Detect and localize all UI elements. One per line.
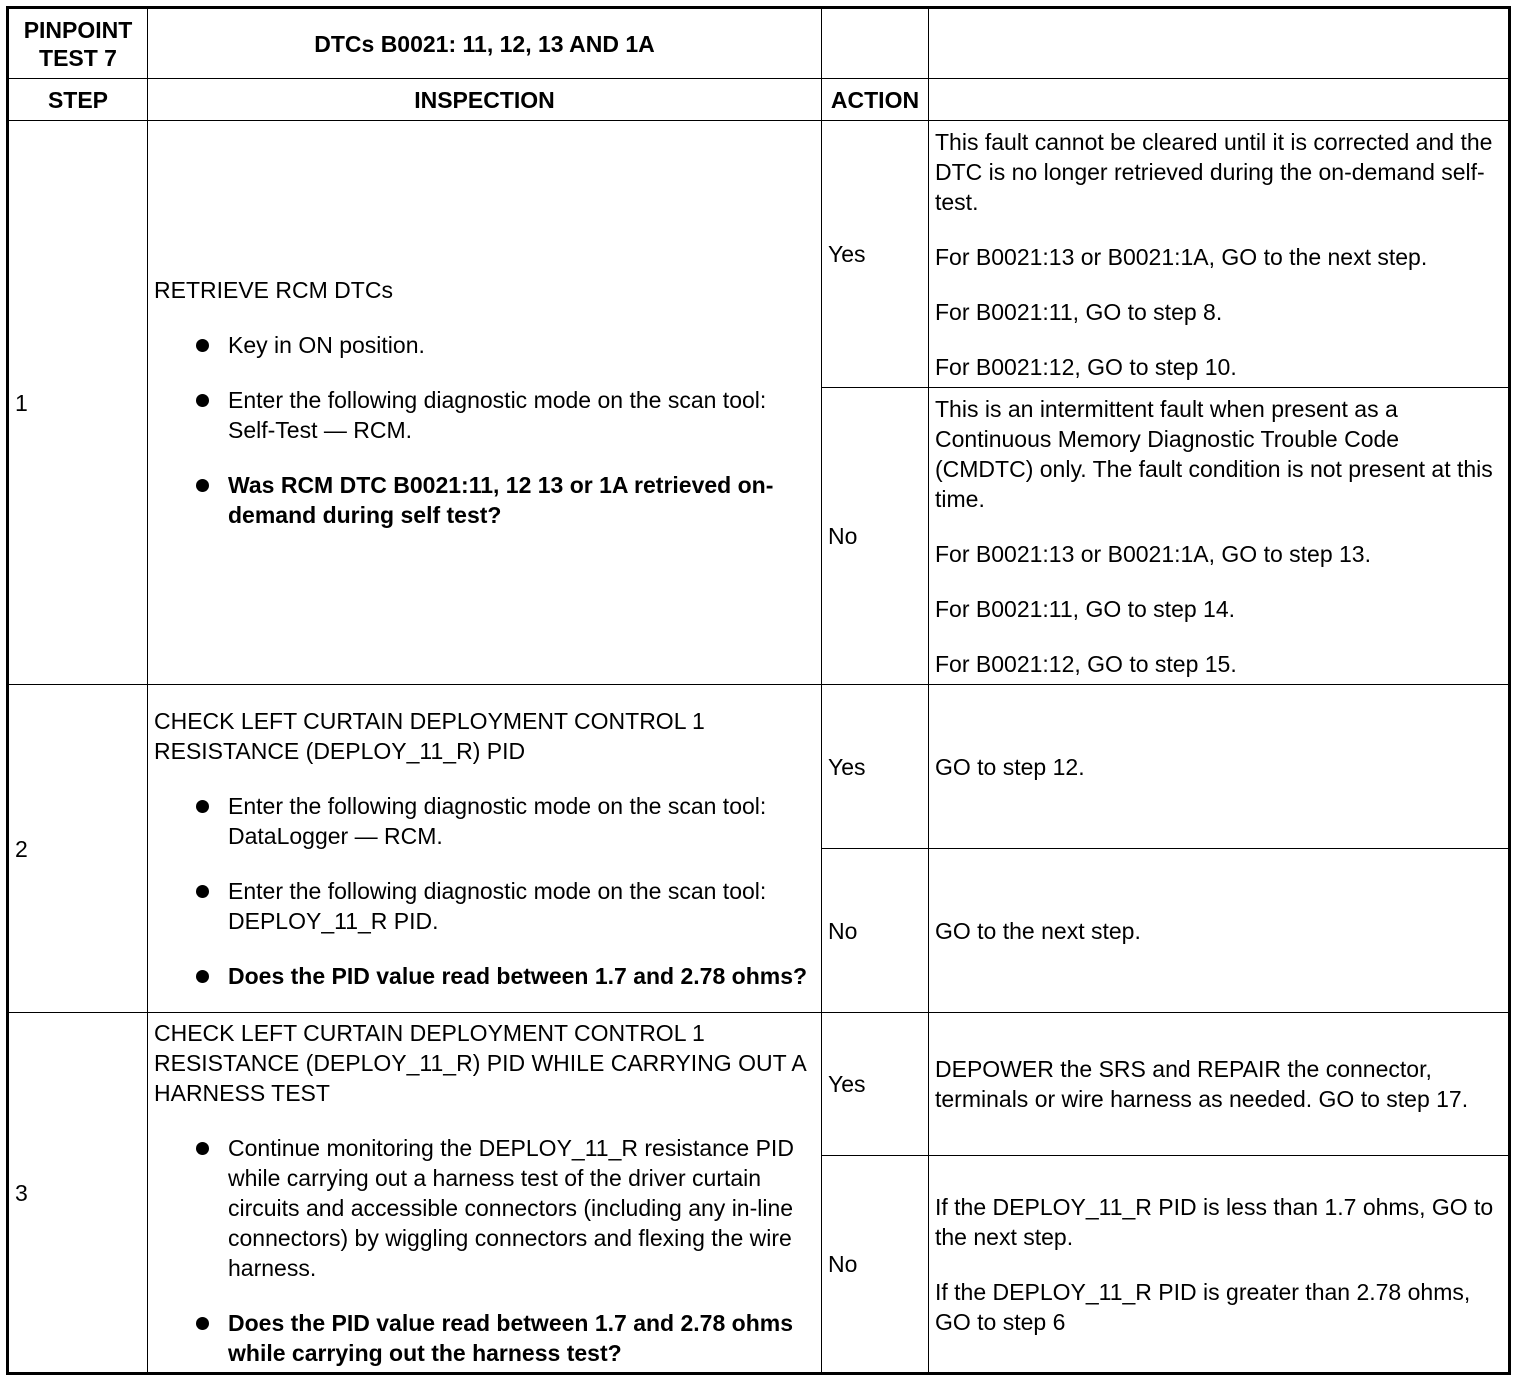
step-1-no-text-4: For B0021:12, GO to step 15.	[935, 650, 1237, 677]
pinpoint-line2: TEST 7	[39, 44, 117, 71]
step-2-no-label: No	[822, 849, 929, 1013]
step-1-yes-text-2: For B0021:13 or B0021:1A, GO to the next step.	[935, 243, 1428, 270]
step-1-bullets	[154, 330, 815, 530]
step-1-yes-label: Yes	[822, 121, 929, 388]
step-1-number: 1	[8, 121, 148, 685]
step-2-yes-result	[929, 685, 1510, 849]
step-3-no-text-1: If the DEPLOY_11_R PID is less than 1.7 ohms, GO to the next step.	[935, 1193, 1494, 1250]
col-inspection-header: INSPECTION	[148, 79, 822, 121]
step-2-title: CHECK LEFT CURTAIN DEPLOYMENT CONTROL 1 RESISTANCE (DEPLOY_11_R) PID	[154, 708, 705, 764]
pinpoint-line1: PINPOINT	[23, 16, 133, 43]
step-2-yes-row	[8, 685, 1510, 849]
step-1-yes-row	[8, 121, 1510, 388]
step-3-question: Does the PID value read between 1.7 and 2.78 ohms while carrying out the harness test?	[194, 1308, 815, 1368]
step-3-no-result	[929, 1156, 1510, 1374]
step-1-no-text-1: This is an intermittent fault when present as a Continuous Memory Diagnostic Trouble Code (CMDTC) only. The fault condition is not present at this time.	[935, 395, 1493, 512]
step-3-yes-result	[929, 1013, 1510, 1156]
step-1-no-text-2: For B0021:13 or B0021:1A, GO to step 13.	[935, 540, 1371, 567]
step-1-title: RETRIEVE RCM DTCs	[154, 277, 393, 303]
step-3-inspection	[148, 1013, 822, 1374]
step-1-yes-result	[929, 121, 1510, 388]
step-2-yes-label: Yes	[822, 685, 929, 849]
title-row-empty-action	[822, 8, 929, 79]
pinpoint-test-table	[6, 6, 1511, 1375]
pinpoint-label	[8, 8, 148, 79]
step-1-yes-text-3: For B0021:11, GO to step 8.	[935, 298, 1223, 325]
column-header-row	[8, 79, 1510, 121]
step-2-question: Does the PID value read between 1.7 and 2.78 ohms?	[194, 961, 815, 991]
step-3-bullets	[154, 1133, 815, 1368]
test-title: DTCs B0021: 11, 12, 13 AND 1A	[148, 8, 822, 79]
step-1-yes-text-4: For B0021:12, GO to step 10.	[935, 353, 1237, 380]
step-1-bullet-2: Enter the following diagnostic mode on the scan tool: Self-Test — RCM.	[194, 385, 815, 445]
step-3-yes-text-1: DEPOWER the SRS and REPAIR the connector, terminals or wire harness as needed. GO to step 17.	[935, 1056, 1469, 1112]
title-row-empty-result	[929, 8, 1510, 79]
step-2-number: 2	[8, 685, 148, 1013]
col-action-header: ACTION	[822, 79, 929, 121]
step-2-yes-text-1: GO to step 12.	[935, 753, 1085, 780]
step-1-no-text-3: For B0021:11, GO to step 14.	[935, 595, 1236, 622]
step-3-no-text-2: If the DEPLOY_11_R PID is greater than 2.78 ohms, GO to step 6	[935, 1278, 1471, 1335]
step-2-bullets	[154, 791, 815, 991]
step-3-title: CHECK LEFT CURTAIN DEPLOYMENT CONTROL 1 RESISTANCE (DEPLOY_11_R) PID WHILE CARRYING OUT A HARNESS TEST	[154, 1019, 806, 1106]
col-result-header-empty	[929, 79, 1510, 121]
step-3-yes-label: Yes	[822, 1013, 929, 1156]
step-2-bullet-2: Enter the following diagnostic mode on the scan tool: DEPLOY_11_R PID.	[194, 876, 815, 936]
step-3-yes-row	[8, 1013, 1510, 1156]
step-2-no-result	[929, 849, 1510, 1013]
col-step-header: STEP	[8, 79, 148, 121]
title-row	[8, 8, 1510, 79]
step-3-no-label: No	[822, 1156, 929, 1374]
step-1-bullet-1: Key in ON position.	[194, 330, 815, 360]
step-1-no-label: No	[822, 388, 929, 685]
step-3-bullet-1: Continue monitoring the DEPLOY_11_R resistance PID while carrying out a harness test of the driver curtain circuits and accessible connectors (including any in-line connectors) by wiggling connectors and flexing the wire harness.	[194, 1133, 815, 1283]
step-2-no-text-1: GO to the next step.	[935, 917, 1141, 944]
step-3-number: 3	[8, 1013, 148, 1374]
step-1-question: Was RCM DTC B0021:11, 12 13 or 1A retrieved on-demand during self test?	[194, 470, 815, 530]
step-1-yes-text-1: This fault cannot be cleared until it is corrected and the DTC is no longer retrieved during the on-demand self-test.	[935, 128, 1493, 215]
step-1-no-result	[929, 388, 1510, 685]
step-2-bullet-1: Enter the following diagnostic mode on the scan tool: DataLogger — RCM.	[194, 791, 815, 851]
step-1-inspection	[148, 121, 822, 685]
step-2-inspection	[148, 685, 822, 1013]
